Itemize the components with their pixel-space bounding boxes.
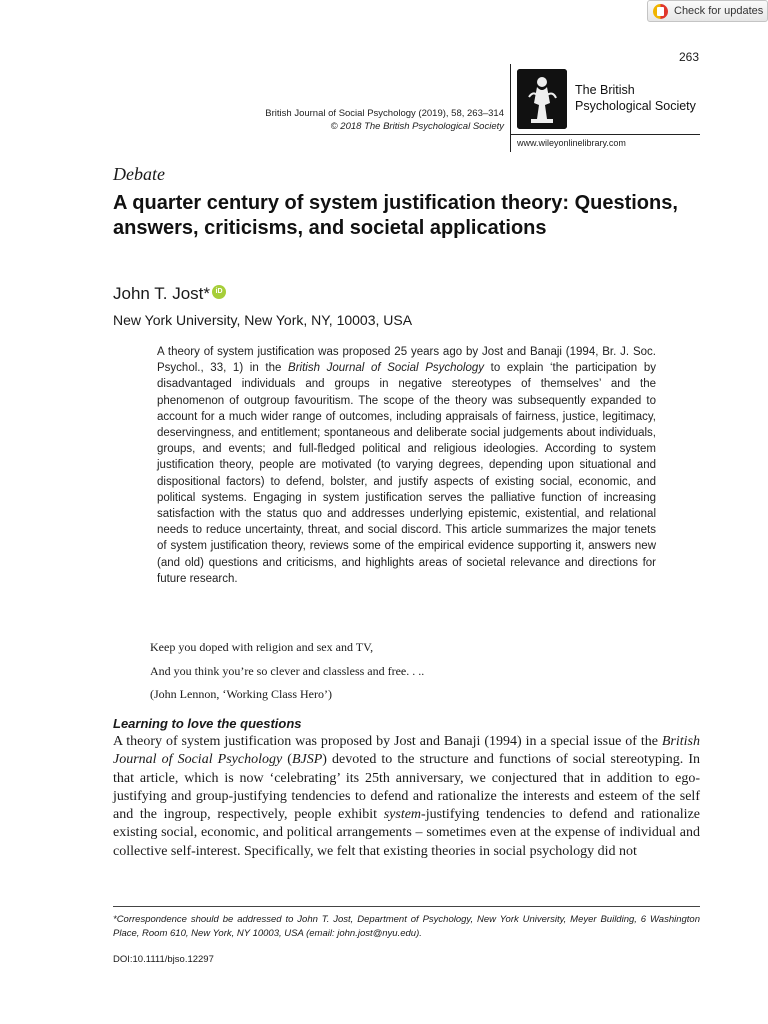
society-name-line2: Psychological Society [575,99,696,113]
body-text-4: -justifying tendencies to defend and rationalize existing social, economic, and political arrangements – sometimes even at the expense of individual and collective self-interest. Specifically, we felt that existing theories in social psychology did not [113,807,700,859]
abstract-text-1: A theory of system justification was proposed 25 years ago by Jost and Banaji (1994, Br. J. Soc. Psychol., 33, 1) in the [157,346,656,375]
body-text-2: ( [282,752,292,768]
society-name [575,82,696,114]
abstract-text-2: to explain ‘the participation by disadvantaged individuals and groups in negative stereotypes of themselves’ and the phenomenon of outgroup favouritism. The scope of the theory was subsequently expanded to account for a much wider range of outcomes, including appraisals of fairness, justice, legitimacy, deservingness, and entitlement; spontaneous and deliberate social judgements about individuals, groups, and events; and full-fledged political and religious ideologies. According to system justification theory, people are motivated (to varying degrees, depending upon situational and dispositional factors) to defend, bolster, and justify aspects of existing social, economic, and political systems. Engaging in system justification serves the palliative function of increasing satisfaction with the status quo and addresses underlying epistemic, existential, and relational needs to reduce uncertainty, threat, and social discord. This article summarizes the major tenets of system justification theory, reviews some of the empirical evidence supporting it, answers new (and old) questions and criticisms, and highlights areas of societal relevance and directions for future research. [157,362,656,585]
journal-citation: British Journal of Social Psychology (2019), 58, 263–314 [265,108,504,119]
correspondence-footnote: *Correspondence should be addressed to John T. Jost, Department of Psychology, New York University, Meyer Building, 6 Washington Place, Room 610, New York, NY 10003, USA (email: john.jost@nyu.edu). [113,914,700,939]
author-line [113,284,226,304]
header-divider-vertical [510,64,511,152]
crossmark-icon [653,4,668,19]
abstract-journal-name: British Journal of Social Psychology [288,362,485,375]
article-title: A quarter century of system justification theory: Questions, answers, criticisms, and societal applications [113,192,678,239]
page-number: 263 [678,50,699,64]
body-text-1: A theory of system justification was proposed by Jost and Banaji (1994) in a special issue of the [113,734,662,749]
bps-logo-icon [517,69,567,129]
section-type: Debate [113,164,165,184]
wiley-url: www.wileyonlinelibrary.com [517,138,626,148]
epigraph-attribution: (John Lennon, ‘Working Class Hero’) [150,687,332,701]
epigraph-line-1: Keep you doped with religion and sex and TV, [150,640,374,654]
body-paragraph [113,733,700,861]
journal-citation-block [265,107,504,133]
journal-copyright: © 2018 The British Psychological Society [330,121,504,132]
section-heading: Learning to love the questions [113,716,302,731]
doi[interactable]: DOI:10.1111/bjso.12297 [113,954,214,965]
body-journal-name: British Journal of Social Psychology [113,734,700,768]
epigraph [150,636,424,707]
check-for-updates-button[interactable] [647,0,768,22]
orcid-icon[interactable]: iD [212,285,226,299]
footnote-divider [113,906,700,907]
author-affiliation: New York University, New York, NY, 10003, USA [113,312,413,328]
body-text-3: ) devoted to the structure and functions of social stereotyping. In that article, which is now ‘celebrating’ its 25th anniversary, we conjectured that in addition to ego-justifying and group-justifying tendencies to defend and rationalize the interests and esteem of the self and the ingroup, respectively, people exhibit [113,752,700,823]
society-name-line1: The British [575,83,635,97]
body-system-emphasis: system [383,807,422,823]
author-name: John T. Jost* [113,284,211,303]
body-journal-abbr: BJSP [291,752,323,768]
epigraph-line-2: And you think you’re so clever and classless and free. . .. [150,663,425,678]
header-divider-horizontal [510,134,700,135]
check-for-updates-label: Check for updates [674,5,764,17]
abstract [157,344,656,587]
